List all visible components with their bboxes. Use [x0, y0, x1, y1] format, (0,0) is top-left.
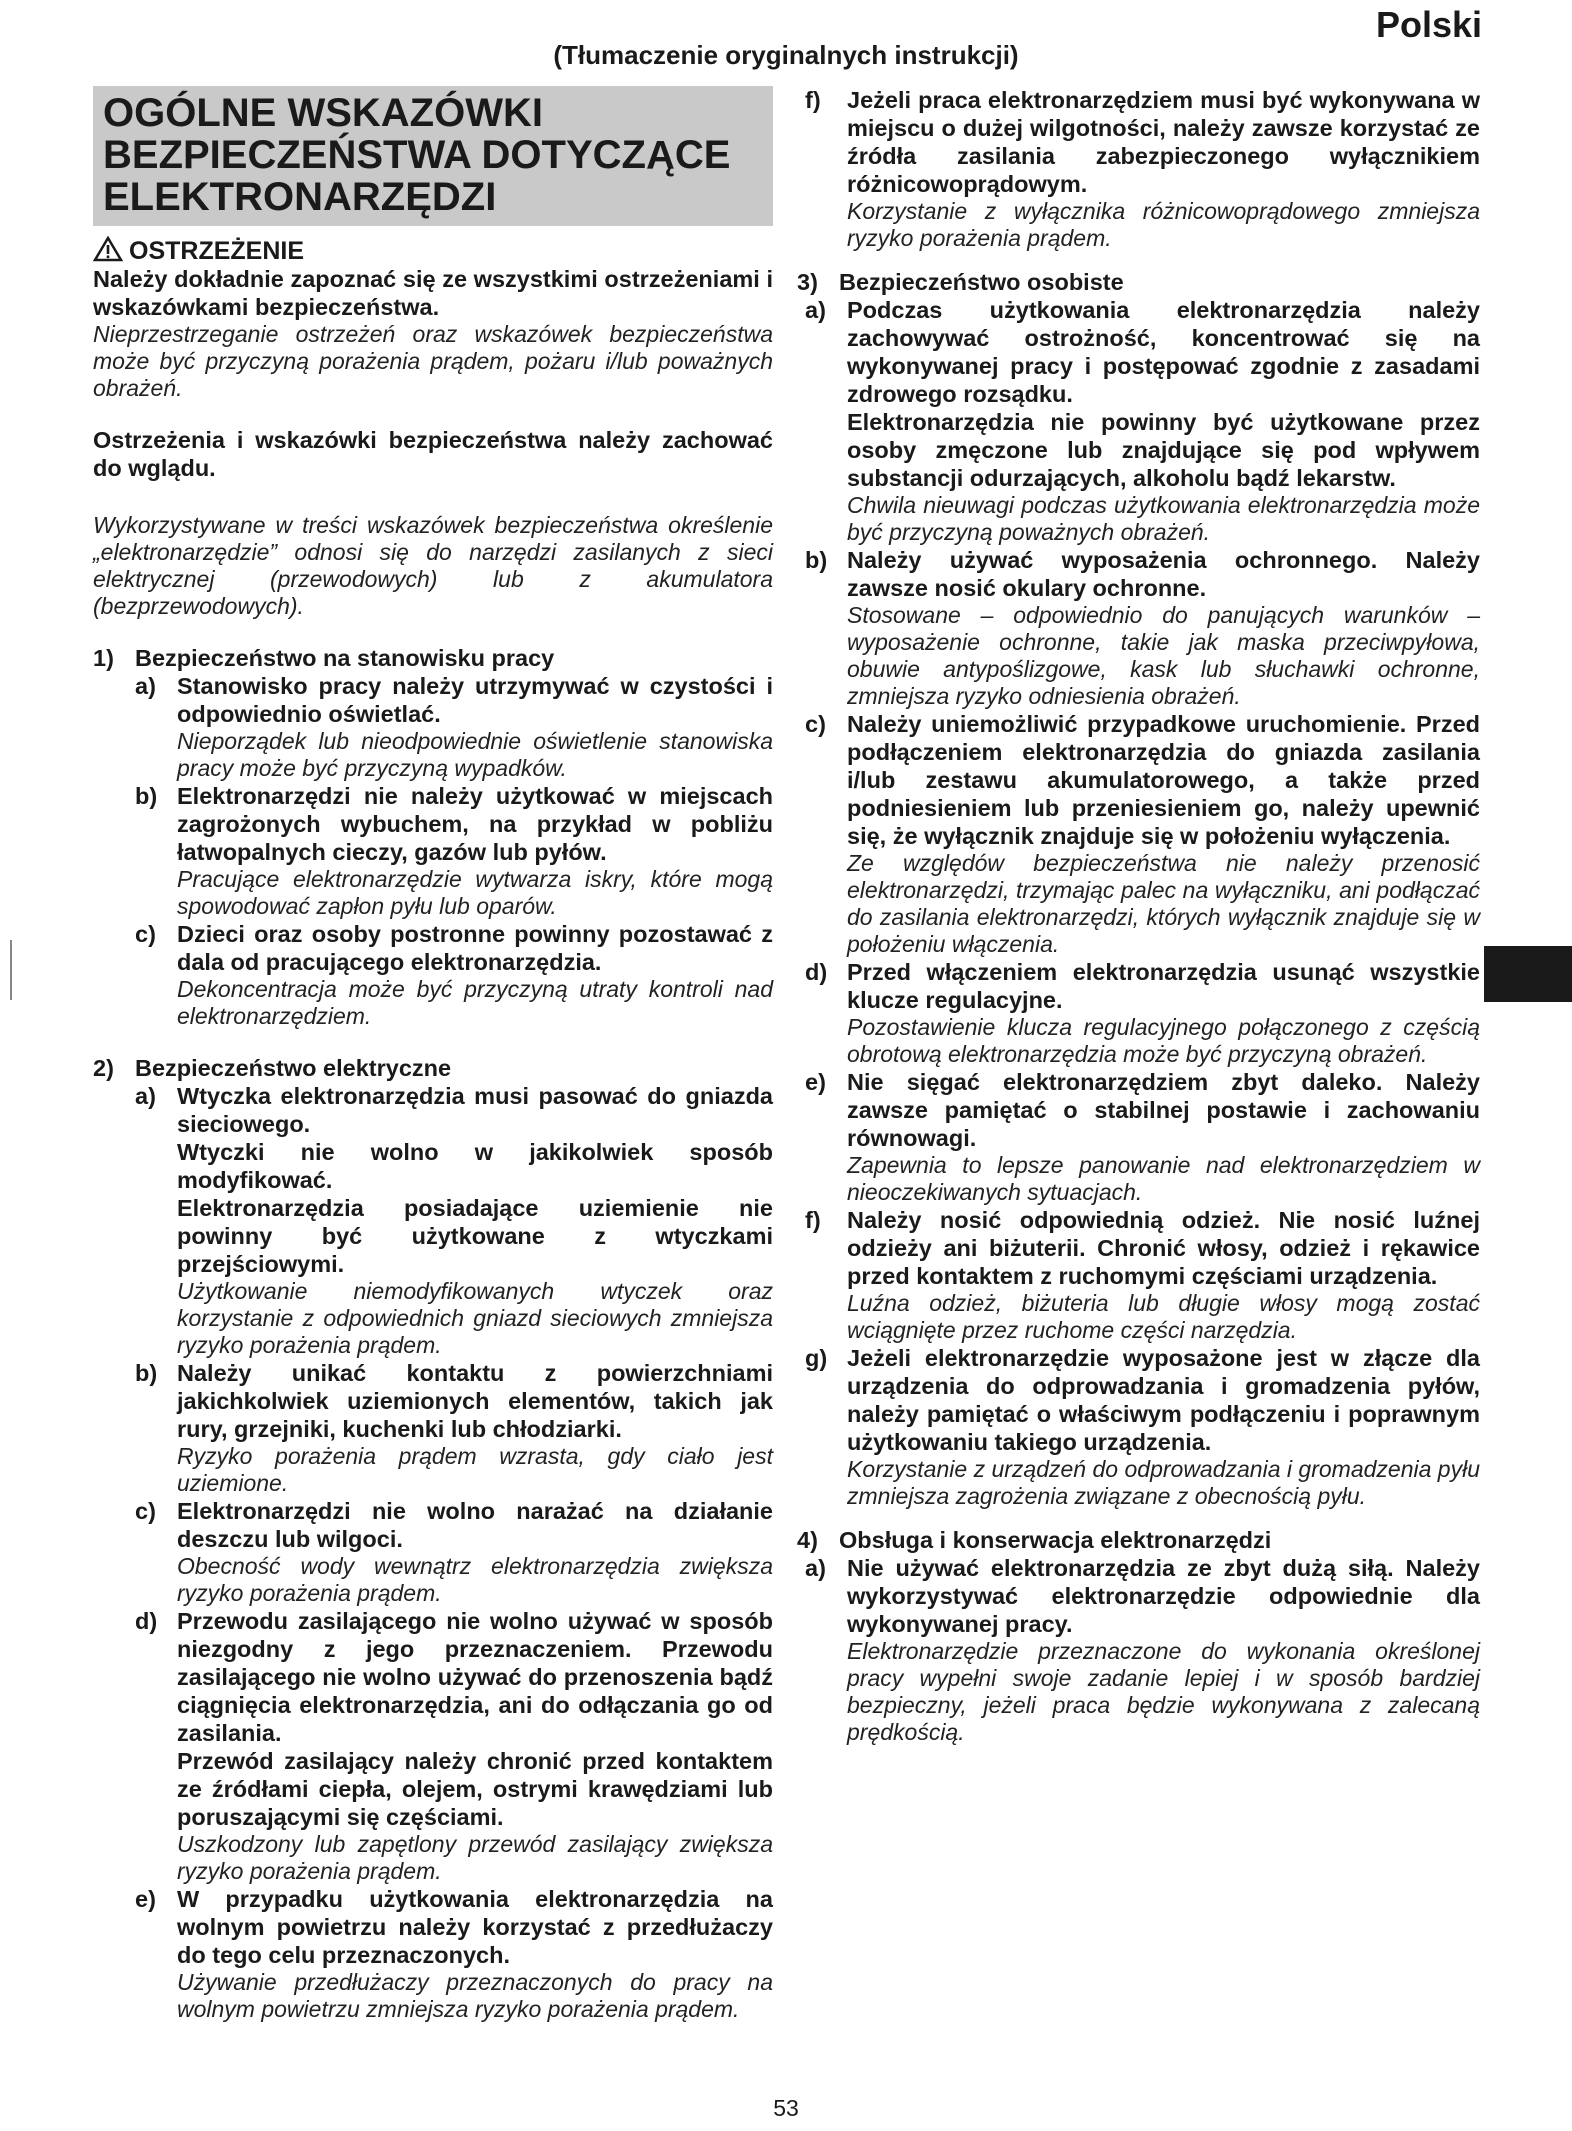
item-italic-text: Ze względów bezpieczeństwa nie należy przenosić elektronarzędzi, trzymając palec na wyłączniku, ani podłączać do zasilania elektronarzędzi, których wyłącznik znajduje się w położeniu włączenia.	[847, 850, 1480, 957]
item-label: b)	[135, 783, 158, 809]
item-label: c)	[135, 921, 156, 947]
warning-heading	[93, 236, 773, 265]
item-bold-text: Dzieci oraz osoby postronne powinny pozostawać z dala od pracującego elektronarzędzia.	[177, 921, 773, 975]
item-label: b)	[135, 1360, 158, 1386]
section-4-heading	[797, 1526, 1480, 1554]
item-italic-text: Używanie przedłużaczy przeznaczonych do pracy na wolnym powietrzu zmniejsza ryzyko porażenia prądem.	[177, 1969, 773, 2022]
list-item	[135, 1497, 773, 1607]
item-bold-text: Należy uniemożliwić przypadkowe uruchomienie. Przed podłączeniem elektronarzędzia do gniazda zasilania i/lub zestawu akumulatorowego, a także przed podniesieniem lub przeniesieniem go, należy upewnić się, że wyłącznik znajduje się w położeniu wyłączenia.	[847, 711, 1480, 849]
section-1-number: 1)	[93, 645, 114, 671]
warning-italic-text: Nieprzestrzeganie ostrzeżeń oraz wskazówek bezpieczeństwa może być przyczyną porażenia prądem, pożaru i/lub poważnych obrażeń.	[93, 321, 773, 401]
item-bold-text: Wtyczki nie wolno w jakikolwiek sposób modyfikować.	[177, 1139, 773, 1193]
item-label: a)	[805, 297, 826, 323]
item-bold-text: Stanowisko pracy należy utrzymywać w czystości i odpowiednio oświetlać.	[177, 673, 773, 727]
item-bold-text: Nie sięgać elektronarzędziem zbyt daleko. Należy zawsze pamiętać o stabilnej postawie i zachowaniu równowagi.	[847, 1069, 1480, 1151]
item-label: d)	[135, 1608, 158, 1634]
item-bold-text: Należy nosić odpowiednią odzież. Nie nosić luźnej odzieży ani biżuterii. Chronić włosy, odzież i rękawice przed kontaktem z ruchomymi częściami urządzenia.	[847, 1207, 1480, 1289]
item-bold-text: Przewodu zasilającego nie wolno używać w sposób niezgodny z jego przeznaczeniem. Przewodu zasilającego nie wolno używać do przenoszenia bądź ciągnięcia elektronarzędzia, ani do odłączania go od zasilania.	[177, 1608, 773, 1746]
section-4-title: Obsługa i konserwacja elektronarzędzi	[839, 1527, 1272, 1553]
list-item	[805, 86, 1480, 252]
list-item	[135, 1359, 773, 1497]
item-label: c)	[135, 1498, 156, 1524]
section-2-number: 2)	[93, 1055, 114, 1081]
warning-label: OSTRZEŻENIE	[129, 237, 305, 265]
section-2-title: Bezpieczeństwo elektryczne	[135, 1055, 452, 1081]
item-italic-text: Nieporządek lub nieodpowiednie oświetlenie stanowiska pracy może być przyczyną wypadków.	[177, 728, 773, 781]
item-bold-text: Elektronarzędzi nie wolno narażać na działanie deszczu lub wilgoci.	[177, 1498, 773, 1552]
item-label: b)	[805, 547, 828, 573]
section-3-number: 3)	[797, 269, 818, 295]
item-bold-text: Elektronarzędzia nie powinny być użytkowane przez osoby zmęczone lub znajdujące się pod wpływem substancji odurzających, alkoholu bądź lekarstw.	[847, 409, 1480, 491]
title-line-2: BEZPIECZEŃSTWA DOTYCZĄCE	[103, 133, 731, 177]
item-italic-text: Korzystanie z urządzeń do odprowadzania i gromadzenia pyłu zmniejsza zagrożenia związane z obecnością pyłu.	[847, 1456, 1480, 1509]
title-line-1: OGÓLNE WSKAZÓWKI	[103, 91, 543, 135]
section-3-title: Bezpieczeństwo osobiste	[839, 269, 1124, 295]
item-label: f)	[805, 87, 821, 113]
warning-bold-text: Należy dokładnie zapoznać się ze wszystkimi ostrzeżeniami i wskazówkami bezpieczeństwa.	[93, 266, 773, 320]
definition-text: Wykorzystywane w treści wskazówek bezpieczeństwa określenie „elektronarzędzie” odnosi się do narzędzi zasilanych z sieci elektrycznej (przewodowych) lub z akumulatora (bezprzewodowych).	[93, 512, 773, 619]
item-italic-text: Chwila nieuwagi podczas użytkowania elektronarzędzia może być przyczyną poważnych obrażeń.	[847, 492, 1480, 545]
list-item	[805, 1206, 1480, 1344]
list-item	[805, 958, 1480, 1068]
language-label: Polski	[1375, 4, 1482, 45]
item-italic-text: Dekoncentracja może być przyczyną utraty kontroli nad elektronarzędziem.	[177, 976, 773, 1029]
keep-instructions-text: Ostrzeżenia i wskazówki bezpieczeństwa należy zachować do wglądu.	[93, 427, 773, 481]
item-bold-text: Elektronarzędzia posiadające uziemienie nie powinny być użytkowane z wtyczkami przejściowymi.	[177, 1195, 773, 1277]
item-label: a)	[135, 673, 156, 699]
item-italic-text: Obecność wody wewnątrz elektronarzędzia zwiększa ryzyko porażenia prądem.	[177, 1553, 773, 1606]
list-item	[135, 672, 773, 782]
left-column	[93, 86, 773, 2023]
title-line-3: ELEKTRONARZĘDZI	[103, 175, 497, 219]
item-label: d)	[805, 959, 828, 985]
list-item	[135, 920, 773, 1030]
section-3-heading	[797, 268, 1480, 296]
language-tab-marker	[1484, 946, 1572, 1002]
list-item	[805, 1068, 1480, 1206]
right-column	[797, 86, 1480, 1746]
list-item	[135, 1607, 773, 1885]
item-bold-text: Nie używać elektronarzędzia ze zbyt dużą siłą. Należy wykorzystywać elektronarzędzie odpowiednie dla wykonywanej pracy.	[847, 1555, 1480, 1637]
list-item	[135, 1082, 773, 1359]
item-bold-text: Podczas użytkowania elektronarzędzia należy zachowywać ostrożność, koncentrować się na wykonywanej pracy i postępować zgodnie z zasadami zdrowego rozsądku.	[847, 297, 1480, 407]
warning-triangle-icon	[93, 236, 123, 262]
list-item	[805, 1344, 1480, 1510]
item-bold-text: Należy unikać kontaktu z powierzchniami jakichkolwiek uziemionych elementów, takich jak rury, grzejniki, kuchenki lub chłodziarki.	[177, 1360, 773, 1442]
item-label: a)	[805, 1555, 826, 1581]
section-2-heading	[93, 1054, 773, 1082]
document-subtitle: (Tłumaczenie oryginalnych instrukcji)	[553, 40, 1019, 70]
item-bold-text: Elektronarzędzi nie należy użytkować w miejscach zagrożonych wybuchem, na przykład w pobliżu łatwopalnych cieczy, gazów lub pyłów.	[177, 783, 773, 865]
item-bold-text: Przed włączeniem elektronarzędzia usunąć wszystkie klucze regulacyjne.	[847, 959, 1480, 1013]
item-bold-text: Należy używać wyposażenia ochronnego. Należy zawsze nosić okulary ochronne.	[847, 547, 1480, 601]
item-italic-text: Luźna odzież, biżuteria lub długie włosy mogą zostać wciągnięte przez ruchome części narzędzia.	[847, 1290, 1480, 1343]
item-italic-text: Korzystanie z wyłącznika różnicowoprądowego zmniejsza ryzyko porażenia prądem.	[847, 198, 1480, 251]
item-bold-text: Przewód zasilający należy chronić przed kontaktem ze źródłami ciepła, olejem, ostrymi krawędziami lub poruszającymi się częściami.	[177, 1748, 773, 1830]
item-italic-text: Ryzyko porażenia prądem wzrasta, gdy ciało jest uziemione.	[177, 1443, 773, 1496]
item-bold-text: Jeżeli praca elektronarzędziem musi być wykonywana w miejscu o dużej wilgotności, należy zawsze korzystać ze źródła zasilania zabezpieczonego wyłącznikiem różnicowoprądowym.	[847, 87, 1480, 197]
list-item	[805, 710, 1480, 958]
section-1-title: Bezpieczeństwo na stanowisku pracy	[135, 645, 555, 671]
item-italic-text: Pracujące elektronarzędzie wytwarza iskry, które mogą spowodować zapłon pyłu lub oparów.	[177, 866, 773, 919]
list-item	[805, 1554, 1480, 1746]
section-title-box	[93, 86, 773, 226]
item-bold-text: Wtyczka elektronarzędzia musi pasować do gniazda sieciowego.	[177, 1083, 773, 1137]
item-label: a)	[135, 1083, 156, 1109]
item-label: c)	[805, 711, 826, 737]
item-bold-text: W przypadku użytkowania elektronarzędzia na wolnym powietrzu należy korzystać z przedłużaczy do tego celu przeznaczonych.	[177, 1886, 773, 1968]
section-4-number: 4)	[797, 1527, 818, 1553]
list-item	[135, 782, 773, 920]
item-label: f)	[805, 1207, 821, 1233]
item-label: e)	[135, 1886, 156, 1912]
item-italic-text: Pozostawienie klucza regulacyjnego połączonego z częścią obrotową elektronarzędzia może być przyczyną obrażeń.	[847, 1014, 1480, 1067]
page-edge-mark	[10, 940, 12, 1000]
section-1-heading	[93, 644, 773, 672]
item-italic-text: Zapewnia to lepsze panowanie nad elektronarzędziem w nieoczekiwanych sytuacjach.	[847, 1152, 1480, 1205]
item-italic-text: Elektronarzędzie przeznaczone do wykonania określonej pracy wypełni swoje zadanie lepiej i w sposób bardziej bezpieczny, jeżeli praca będzie wykonywana z zalecaną prędkością.	[847, 1638, 1480, 1745]
item-italic-text: Stosowane – odpowiednio do panujących warunków – wyposażenie ochronne, takie jak maska przeciwpyłowa, obuwie antypoślizgowe, kask lub słuchawki ochronne, zmniejsza ryzyko odniesienia obrażeń.	[847, 602, 1480, 709]
item-bold-text: Jeżeli elektronarzędzie wyposażone jest w złącze dla urządzenia do odprowadzania i gromadzenia pyłów, należy pamiętać o właściwym podłączeniu i poprawnym użytkowaniu takiego urządzenia.	[847, 1345, 1480, 1455]
item-label: g)	[805, 1345, 828, 1371]
item-italic-text: Uszkodzony lub zapętlony przewód zasilający zwiększa ryzyko porażenia prądem.	[177, 1831, 773, 1884]
item-italic-text: Użytkowanie niemodyfikowanych wtyczek oraz korzystanie z odpowiednich gniazd sieciowych zmniejsza ryzyko porażenia prądem.	[177, 1278, 773, 1358]
page-number: 53	[773, 2095, 799, 2121]
list-item	[135, 1885, 773, 2023]
list-item	[805, 546, 1480, 710]
list-item	[805, 296, 1480, 546]
item-label: e)	[805, 1069, 826, 1095]
